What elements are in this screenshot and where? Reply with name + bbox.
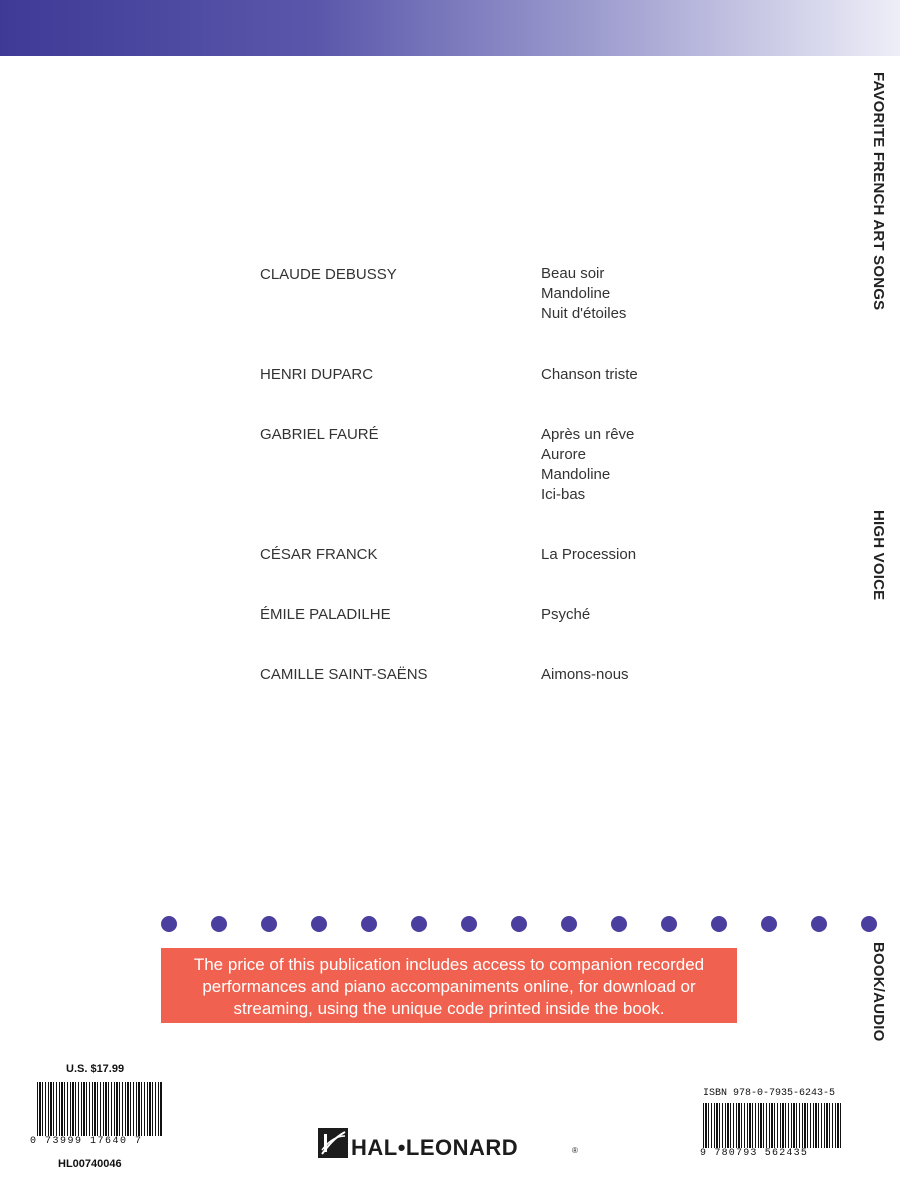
isbn-label: ISBN 978-0-7935-6243-5 (703, 1088, 836, 1099)
publisher-name: HAL•LEONARD (351, 1135, 519, 1160)
dot (811, 916, 827, 932)
song-title: Nuit d'étoiles (541, 305, 627, 322)
song-title: Psyché (541, 606, 591, 623)
composer-duparc: HENRI DUPARC (260, 366, 374, 383)
song-title: Aurore (541, 446, 587, 463)
song-list-duparc (541, 365, 638, 385)
song-title: Aimons-nous (541, 666, 629, 683)
song-title: Ici-bas (541, 486, 586, 503)
composer-paladilhe: ÉMILE PALADILHE (260, 606, 391, 623)
hal-leonard-logo-icon (318, 1128, 348, 1158)
dot (161, 916, 177, 932)
audio-access-notice: The price of this publication includes access to companion recorded performances and piano accompaniments online, for download or streaming, using the unique code printed inside the book. (161, 948, 737, 1023)
song-list-faure (541, 425, 634, 505)
dot (211, 916, 227, 932)
song-title: Beau soir (541, 265, 605, 282)
dot (611, 916, 627, 932)
dot (711, 916, 727, 932)
spine-voice: HIGH VOICE (870, 510, 887, 601)
song-list-paladilhe (541, 605, 590, 625)
registered-mark: ® (572, 1146, 578, 1155)
song-title: Après un rêve (541, 426, 635, 443)
dot (361, 916, 377, 932)
dot-row (161, 916, 889, 934)
dot (511, 916, 527, 932)
dot (861, 916, 877, 932)
dot (411, 916, 427, 932)
dot (311, 916, 327, 932)
dot (561, 916, 577, 932)
composer-franck: CÉSAR FRANCK (260, 546, 378, 563)
dot (261, 916, 277, 932)
upc-digits: 0 73999 17640 7 (30, 1136, 170, 1147)
song-list-franck (541, 545, 636, 565)
ean-digits: 9 780793 562435 (700, 1148, 850, 1159)
composer-faure: GABRIEL FAURÉ (260, 426, 379, 443)
song-list-saint-saens (541, 665, 629, 685)
product-code: HL00740046 (58, 1158, 122, 1170)
song-title: La Procession (541, 546, 637, 563)
spine-format: BOOK/AUDIO (870, 942, 887, 1042)
price-label: U.S. $17.99 (66, 1063, 125, 1075)
dot (761, 916, 777, 932)
song-title: Chanson triste (541, 366, 638, 383)
composer-debussy: CLAUDE DEBUSSY (260, 266, 397, 283)
spine-title: FAVORITE FRENCH ART SONGS (870, 72, 887, 311)
song-title: Mandoline (541, 466, 611, 483)
upc-barcode (37, 1082, 163, 1138)
top-color-band (0, 0, 900, 56)
song-list-debussy (541, 264, 626, 324)
isbn-barcode (703, 1103, 843, 1151)
composer-saint-saens: CAMILLE SAINT-SAËNS (260, 666, 428, 683)
dot (461, 916, 477, 932)
song-title: Mandoline (541, 285, 611, 302)
dot (661, 916, 677, 932)
